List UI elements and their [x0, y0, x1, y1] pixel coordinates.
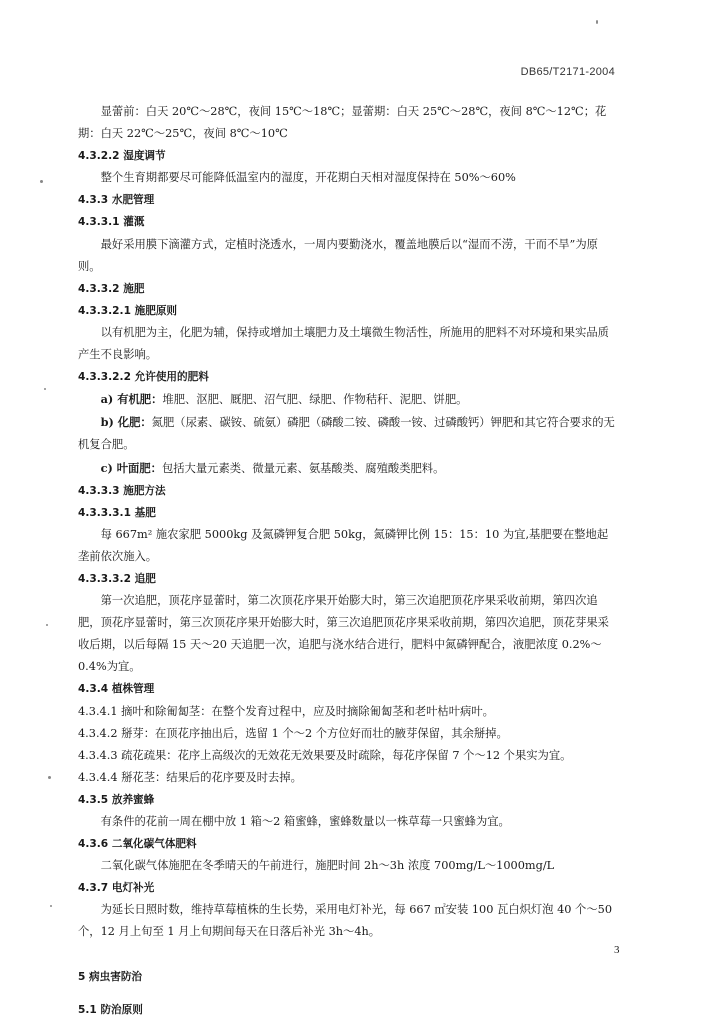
heading-4-3-3-1: 4.3.3.1 灌溉	[78, 216, 145, 229]
heading-4-3-5: 4.3.5 放养蜜蜂	[78, 793, 155, 806]
list-text-foliar: 包括大量元素类、微量元素、氨基酸类、腐殖酸类肥料。	[161, 461, 445, 475]
heading-4-3-2-2: 4.3.2.2 湿度调节	[78, 150, 166, 163]
paragraph-irrigation: 最好采用膜下滴灌方式，定植时浇透水，一周内要勤浇水，覆盖地膜后以“湿而不涝，干而不旱”为原则。	[78, 237, 598, 273]
page-number: 3	[614, 944, 620, 956]
paragraph-4-3-4-3: 4.3.4.3 疏花疏果：花序上高级次的无效花无效果要及时疏除，每花序保留 7 个～12 个果实为宜。	[78, 748, 572, 762]
list-item-organic	[78, 388, 618, 411]
paragraph-humidity: 整个生育期都要尽可能降低温室内的湿度，开花期白天相对湿度保持在 50%～60%	[100, 171, 516, 185]
heading-4-3-3-2-2: 4.3.3.2.2 允许使用的肥料	[78, 371, 209, 384]
paragraph-4-3-4-1: 4.3.4.1 摘叶和除匍匐茎：在整个发育过程中，应及时摘除匍匐茎和老叶枯叶病叶。	[78, 704, 494, 718]
scan-speck	[596, 20, 598, 24]
list-label-foliar: c) 叶面肥：	[100, 460, 162, 475]
heading-5-1: 5.1 防治原则	[78, 1003, 143, 1016]
paragraph-fertilizing-principle: 以有机肥为主，化肥为辅，保持或增加土壤肥力及土壤微生物活性，所施用的肥料不对环境和果实品质产生不良影响。	[78, 325, 609, 362]
scan-speck	[48, 776, 51, 779]
heading-4-3-3-3: 4.3.3.3 施肥方法	[78, 484, 166, 497]
heading-4-3-3: 4.3.3 水肥管理	[78, 194, 155, 207]
list-item-foliar	[78, 457, 618, 480]
list-label-organic: a) 有机肥：	[100, 392, 163, 407]
section-gap-small	[78, 988, 618, 999]
heading-4-3-3-2-1: 4.3.3.2.1 施肥原则	[78, 304, 178, 317]
heading-4-3-7: 4.3.7 电灯补光	[78, 882, 155, 895]
heading-4-3-3-3-1: 4.3.3.3.1 基肥	[78, 506, 156, 519]
paragraph-top-dressing: 第一次追肥，顶花序显蕾时，第二次顶花序果开始膨大时，第三次追肥顶花序果采收前期，第四次追肥，顶花序显蕾时，第三次顶花序果开始膨大时，第三次追肥顶花序果采收前期，第四次追肥，顶花芽果采收后期，以后每隔 15 天～20 天追肥一次，追肥与浇水结合进行，肥料中氮磷钾配合，液肥浓度 0.2%～0.4%为宜。	[78, 594, 609, 674]
paragraph-co2: 二氧化碳气体施肥在冬季晴天的午前进行，施肥时间 2h～3h 浓度 700mg/L～1000mg/L	[100, 859, 555, 873]
document-code: DB65/T2171-2004	[520, 66, 615, 78]
paragraph-bees: 有条件的花前一周在棚中放 1 箱～2 箱蜜蜂，蜜蜂数量以一株草莓一只蜜蜂为宜。	[100, 815, 510, 828]
list-text-chemical: 氮肥（尿素、碳铵、硫氨）磷肥（磷酸二铵、磷酸一铵、过磷酸钙）钾肥和其它符合要求的无机复合肥。	[78, 416, 615, 452]
list-text-organic: 堆肥、沤肥、厩肥、沼气肥、绿肥、作物秸秆、泥肥、饼肥。	[162, 393, 468, 407]
heading-4-3-3-2: 4.3.3.2 施肥	[78, 282, 145, 295]
list-item-chemical	[78, 411, 618, 456]
scan-speck	[50, 905, 52, 907]
paragraph-4-3-4-2: 4.3.4.2 掰芽：在顶花序抽出后，选留 1 个～2 个方位好而壮的腋芽保留，其余掰掉。	[78, 726, 508, 740]
list-label-chemical: b) 化肥：	[100, 415, 152, 430]
scan-speck	[46, 624, 48, 626]
paragraph-temperature: 显蕾前：白天 20℃～28℃，夜间 15℃～18℃；显蕾期：白天 25℃～28℃，夜间 8℃～12℃；花期：白天 22℃～25℃，夜间 8℃～10℃	[78, 105, 607, 141]
paragraph-4-3-4-4: 4.3.4.4 掰花茎：结果后的花序要及时去掉。	[78, 770, 302, 784]
heading-5: 5 病虫害防治	[78, 970, 143, 983]
document-body	[78, 101, 618, 1021]
section-gap	[78, 944, 618, 966]
heading-4-3-6: 4.3.6 二氧化碳气体肥料	[78, 838, 197, 851]
heading-4-3-4: 4.3.4 植株管理	[78, 683, 155, 696]
paragraph-lighting: 为延长日照时数，维持草莓植株的生长势，采用电灯补光，每 667 ㎡安装 100 瓦白炽灯泡 40 个～50 个，12 月上旬至 1 月上旬期间每天在日落后补光 3h～4h。	[78, 903, 613, 939]
paragraph-base-fertilizer: 每 667m² 施农家肥 5000kg 及氮磷钾复合肥 50kg，氮磷钾比例 15：15：10 为宜,基肥要在整地起垄前依次施入。	[78, 527, 609, 563]
heading-4-3-3-3-2: 4.3.3.3.2 追肥	[78, 572, 156, 585]
scan-speck	[44, 388, 46, 390]
scan-speck	[40, 180, 43, 183]
